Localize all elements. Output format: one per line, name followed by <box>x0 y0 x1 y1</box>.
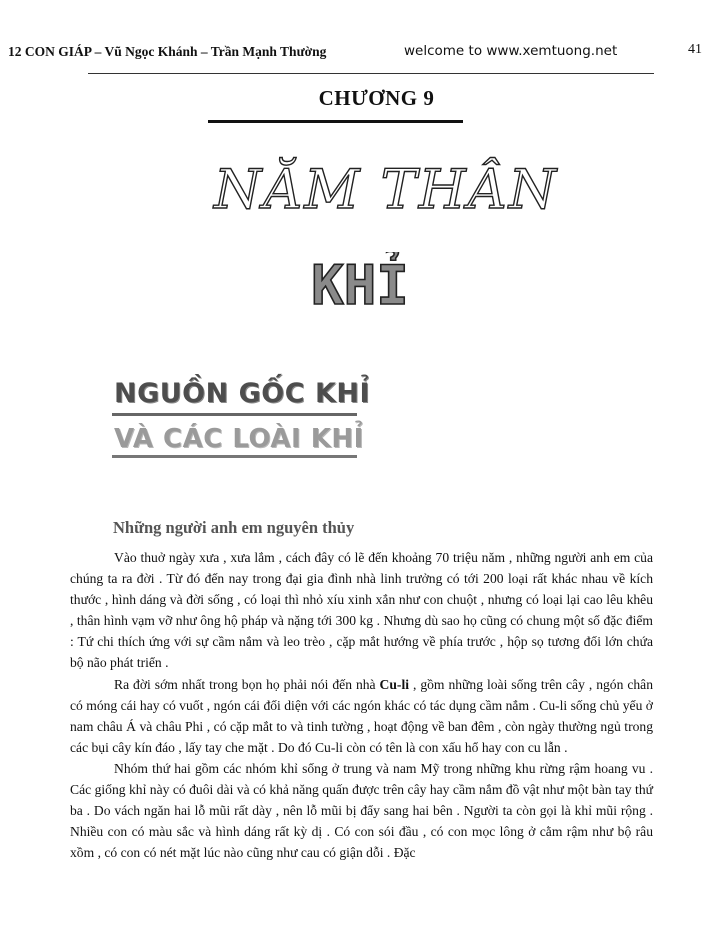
paragraph: Ra đời sớm nhất trong bọn họ phải nói đến nhà Cu-li , gồm những loài sống trên cây , ngón chân có móng cái hay có vuốt , ngón cái đối diện với các ngón khác có tác dụng cầm nắm . Cu-li sống chủ yếu ở nam châu Á và châu Phi , có cặp mắt to và tinh tường , hoạt động về ban đêm , còn ngày thường ngủ trong các bụi cây kín đáo , lấy tay che mặt . Do đó Cu-li còn có tên là con xấu hổ hay con cu lẫn . <box>70 676 653 755</box>
section-title-line2: VÀ CÁC LOÀI KHỈ <box>114 424 364 454</box>
header-site-link[interactable]: welcome to www.xemtuong.net <box>404 43 618 59</box>
year-title-text: NĂM THÂN <box>213 158 559 221</box>
chapter-divider <box>208 120 463 123</box>
section-title-line1: NGUỒN GỐC KHỈ <box>114 378 371 409</box>
chapter-label: CHƯƠNG 9 <box>318 86 435 110</box>
term-culi: Cu-li <box>379 676 410 692</box>
year-title-wordart <box>206 148 566 223</box>
header-left-text: 12 CON GIÁP – Vũ Ngọc Khánh – Trần Mạnh Thường <box>8 44 327 59</box>
header-divider <box>88 73 654 74</box>
section-title-underline-1 <box>112 413 357 416</box>
animal-title-text: KHỈ <box>311 254 409 308</box>
section-title-underline-2 <box>112 455 357 458</box>
animal-title-wordart <box>300 252 420 308</box>
page-number: 41 <box>688 42 702 57</box>
body-text <box>70 547 653 863</box>
subheading: Những người anh em nguyên thủy <box>113 518 355 537</box>
paragraph: Nhóm thứ hai gồm các nhóm khỉ sống ở trung và nam Mỹ trong những khu rừng rậm hoang vu . Các giống khỉ này có đuôi dài và có khả năng quấn được trên cây hay cầm nắm đồ vật như một bàn tay thứ ba . Do vách ngăn hai lỗ mũi rất dày , nên lỗ mũi bị đẩy sang hai bên . Người ta còn gọi là khỉ mũi rộng . Nhiều con có màu sắc và hình dáng rất kỳ dị . Có con sói đầu , có con mọc lông ở cằm rậm như bộ râu xồm , có con có nét mặt lúc nào cũng như cau có giận dỗi . Đặc <box>70 760 653 861</box>
paragraph: Vào thuở ngày xưa , xưa lắm , cách đây có lẽ đến khoảng 70 triệu năm , những người anh em của chúng ta ra đời . Từ đó đến nay trong đại gia đình nhà linh trưởng có tới 200 loại rất khác nhau về kích thước , hình dáng và đời sống , có loại thì nhỏ xíu xinh xắn như con chuột , nhưng có loại lại cao lêu khêu , thân hình vạm vỡ như ông hộ pháp và nặng tới 300 kg . Nhưng dù sao họ cũng có chung một số đặc điểm : Tứ chi thích ứng với sự cầm nắm và leo trèo , cặp mắt hướng về phía trước , hộp sọ tương đối lớn chứa bộ não phát triển . <box>70 550 653 671</box>
